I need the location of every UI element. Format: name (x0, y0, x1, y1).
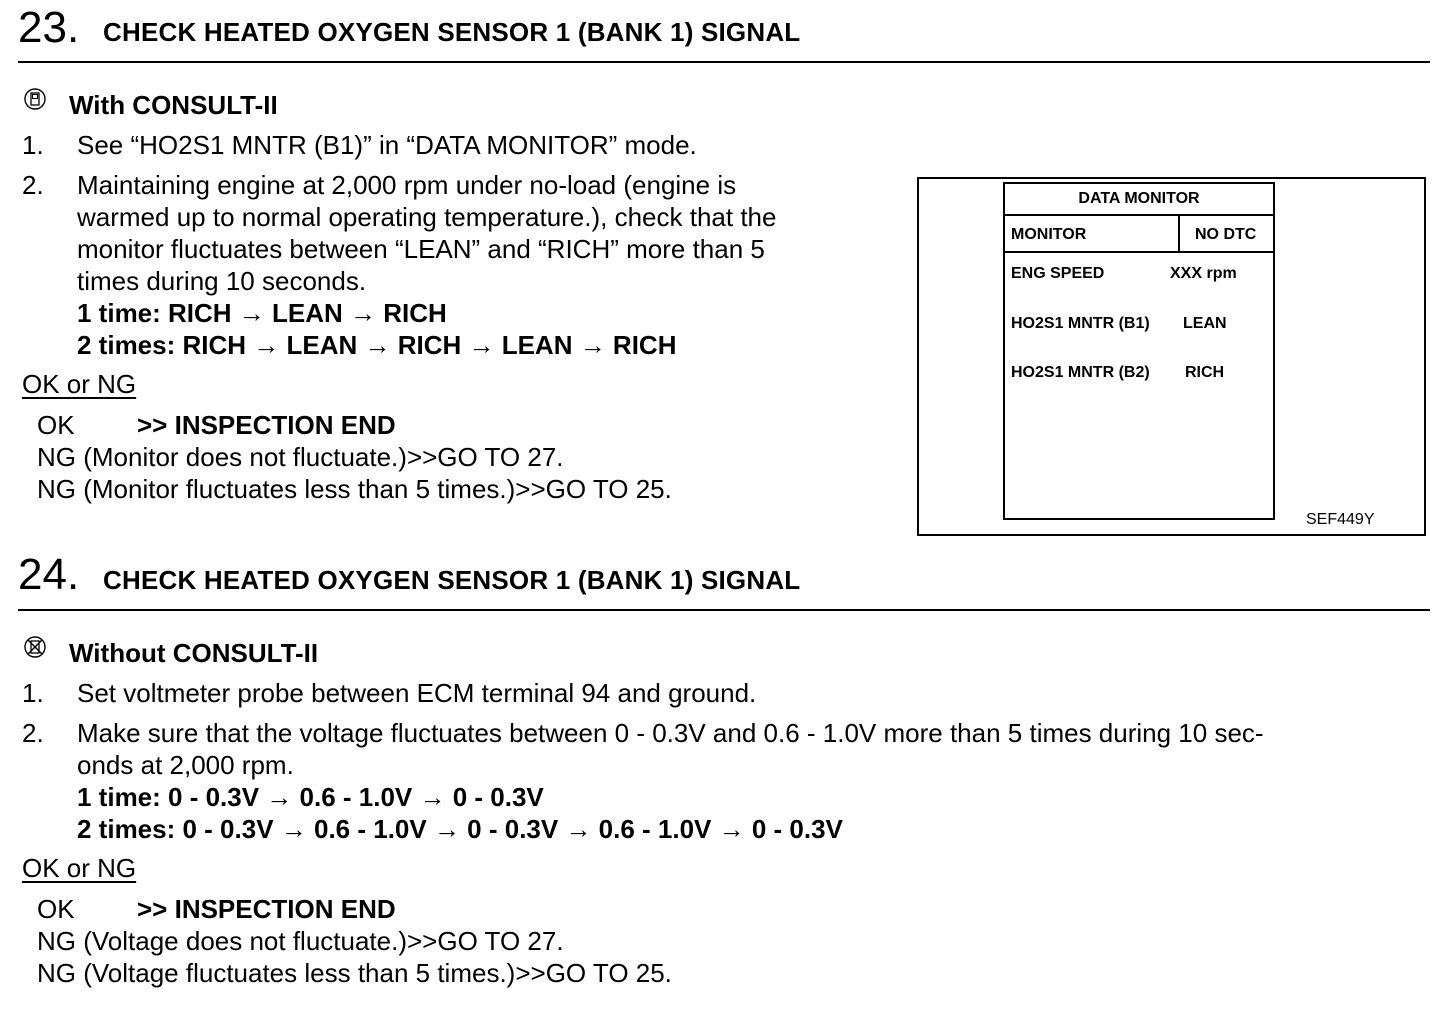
step-23-mode-label: With CONSULT-II (69, 90, 278, 120)
step-23-item-2-line-4: times during 10 seconds. (77, 266, 367, 296)
step-24-ng-1: NG (Voltage does not fluctuate.)>>GO TO 27. (37, 926, 564, 956)
step-24-mode-label: Without CONSULT-II (69, 638, 319, 668)
data-monitor-row-value: RICH (1185, 364, 1225, 381)
step-24-sequence-1: 1 time: 0 - 0.3V → 0.6 - 1.0V → 0 - 0.3V (77, 782, 544, 812)
step-24-item-1-text: Set voltmeter probe between ECM terminal 94 and ground. (77, 678, 757, 708)
data-monitor-col-divider (1178, 214, 1180, 252)
step-23-sequence-1: 1 time: RICH → LEAN → RICH (77, 298, 447, 328)
data-monitor-row-value: LEAN (1183, 315, 1227, 332)
step-23-item-2-line-3: monitor fluctuates between “LEAN” and “RICH” more than 5 (77, 234, 765, 264)
step-23-item-2-line-2: warmed up to normal operating temperature.), check that the (77, 202, 777, 232)
data-monitor-row-label: HO2S1 MNTR (B1) (1011, 315, 1150, 332)
step-23-title: CHECK HEATED OXYGEN SENSOR 1 (BANK 1) SIGNAL (103, 17, 801, 47)
step-23-ng-1: NG (Monitor does not fluctuate.)>>GO TO 27. (37, 442, 564, 472)
consult-tester-icon (24, 88, 46, 110)
step-23-item-2-number: 2. (22, 170, 44, 200)
data-monitor-row-value: XXX rpm (1170, 265, 1237, 282)
step-23-item-1-number: 1. (22, 130, 44, 160)
step-23-ok-code: OK (37, 410, 75, 440)
step-24-sequence-2: 2 times: 0 - 0.3V → 0.6 - 1.0V → 0 - 0.3V → 0.6 - 1.0V → 0 - 0.3V (77, 814, 843, 844)
step-24-item-2-number: 2. (22, 718, 44, 748)
step-24-item-1-number: 1. (22, 678, 44, 708)
step-23-ok-result: >> INSPECTION END (137, 410, 396, 440)
step-24-number: 24. (18, 550, 80, 599)
step-24-ok-or-ng: OK or NG (22, 853, 137, 883)
data-monitor-row-label: HO2S1 MNTR (B2) (1011, 364, 1150, 381)
step-24-ok-result: >> INSPECTION END (137, 894, 396, 924)
step-23-divider (18, 61, 1430, 63)
no-consult-icon (24, 636, 46, 658)
data-monitor-header: DATA MONITOR (1078, 190, 1200, 207)
step-24-ok-code: OK (37, 894, 75, 924)
step-23-item-2-line-1: Maintaining engine at 2,000 rpm under no-load (engine is (77, 170, 737, 200)
step-24-ng-2: NG (Voltage fluctuates less than 5 times.)>>GO TO 25. (37, 958, 672, 988)
step-24-divider (18, 609, 1430, 611)
step-24-title: CHECK HEATED OXYGEN SENSOR 1 (BANK 1) SIGNAL (103, 565, 801, 595)
figure-code: SEF449Y (1306, 511, 1375, 528)
data-monitor-col-status: NO DTC (1195, 226, 1257, 243)
data-monitor-col-monitor: MONITOR (1011, 226, 1087, 243)
step-24-item-2-line-2: onds at 2,000 rpm. (77, 750, 294, 780)
data-monitor-header-divider (1003, 214, 1275, 216)
step-23-item-1-text: See “HO2S1 MNTR (B1)” in “DATA MONITOR” mode. (77, 130, 697, 160)
step-23-number: 23. (18, 3, 80, 52)
step-23-sequence-2: 2 times: RICH → LEAN → RICH → LEAN → RICH (77, 330, 677, 360)
data-monitor-row-divider (1003, 251, 1275, 253)
data-monitor-row-label: ENG SPEED (1011, 265, 1105, 282)
step-23-ng-2: NG (Monitor fluctuates less than 5 times.)>>GO TO 25. (37, 474, 672, 504)
step-23-ok-or-ng: OK or NG (22, 369, 137, 399)
step-24-item-2-line-1: Make sure that the voltage fluctuates between 0 - 0.3V and 0.6 - 1.0V more than 5 times during 10 sec- (77, 718, 1264, 748)
